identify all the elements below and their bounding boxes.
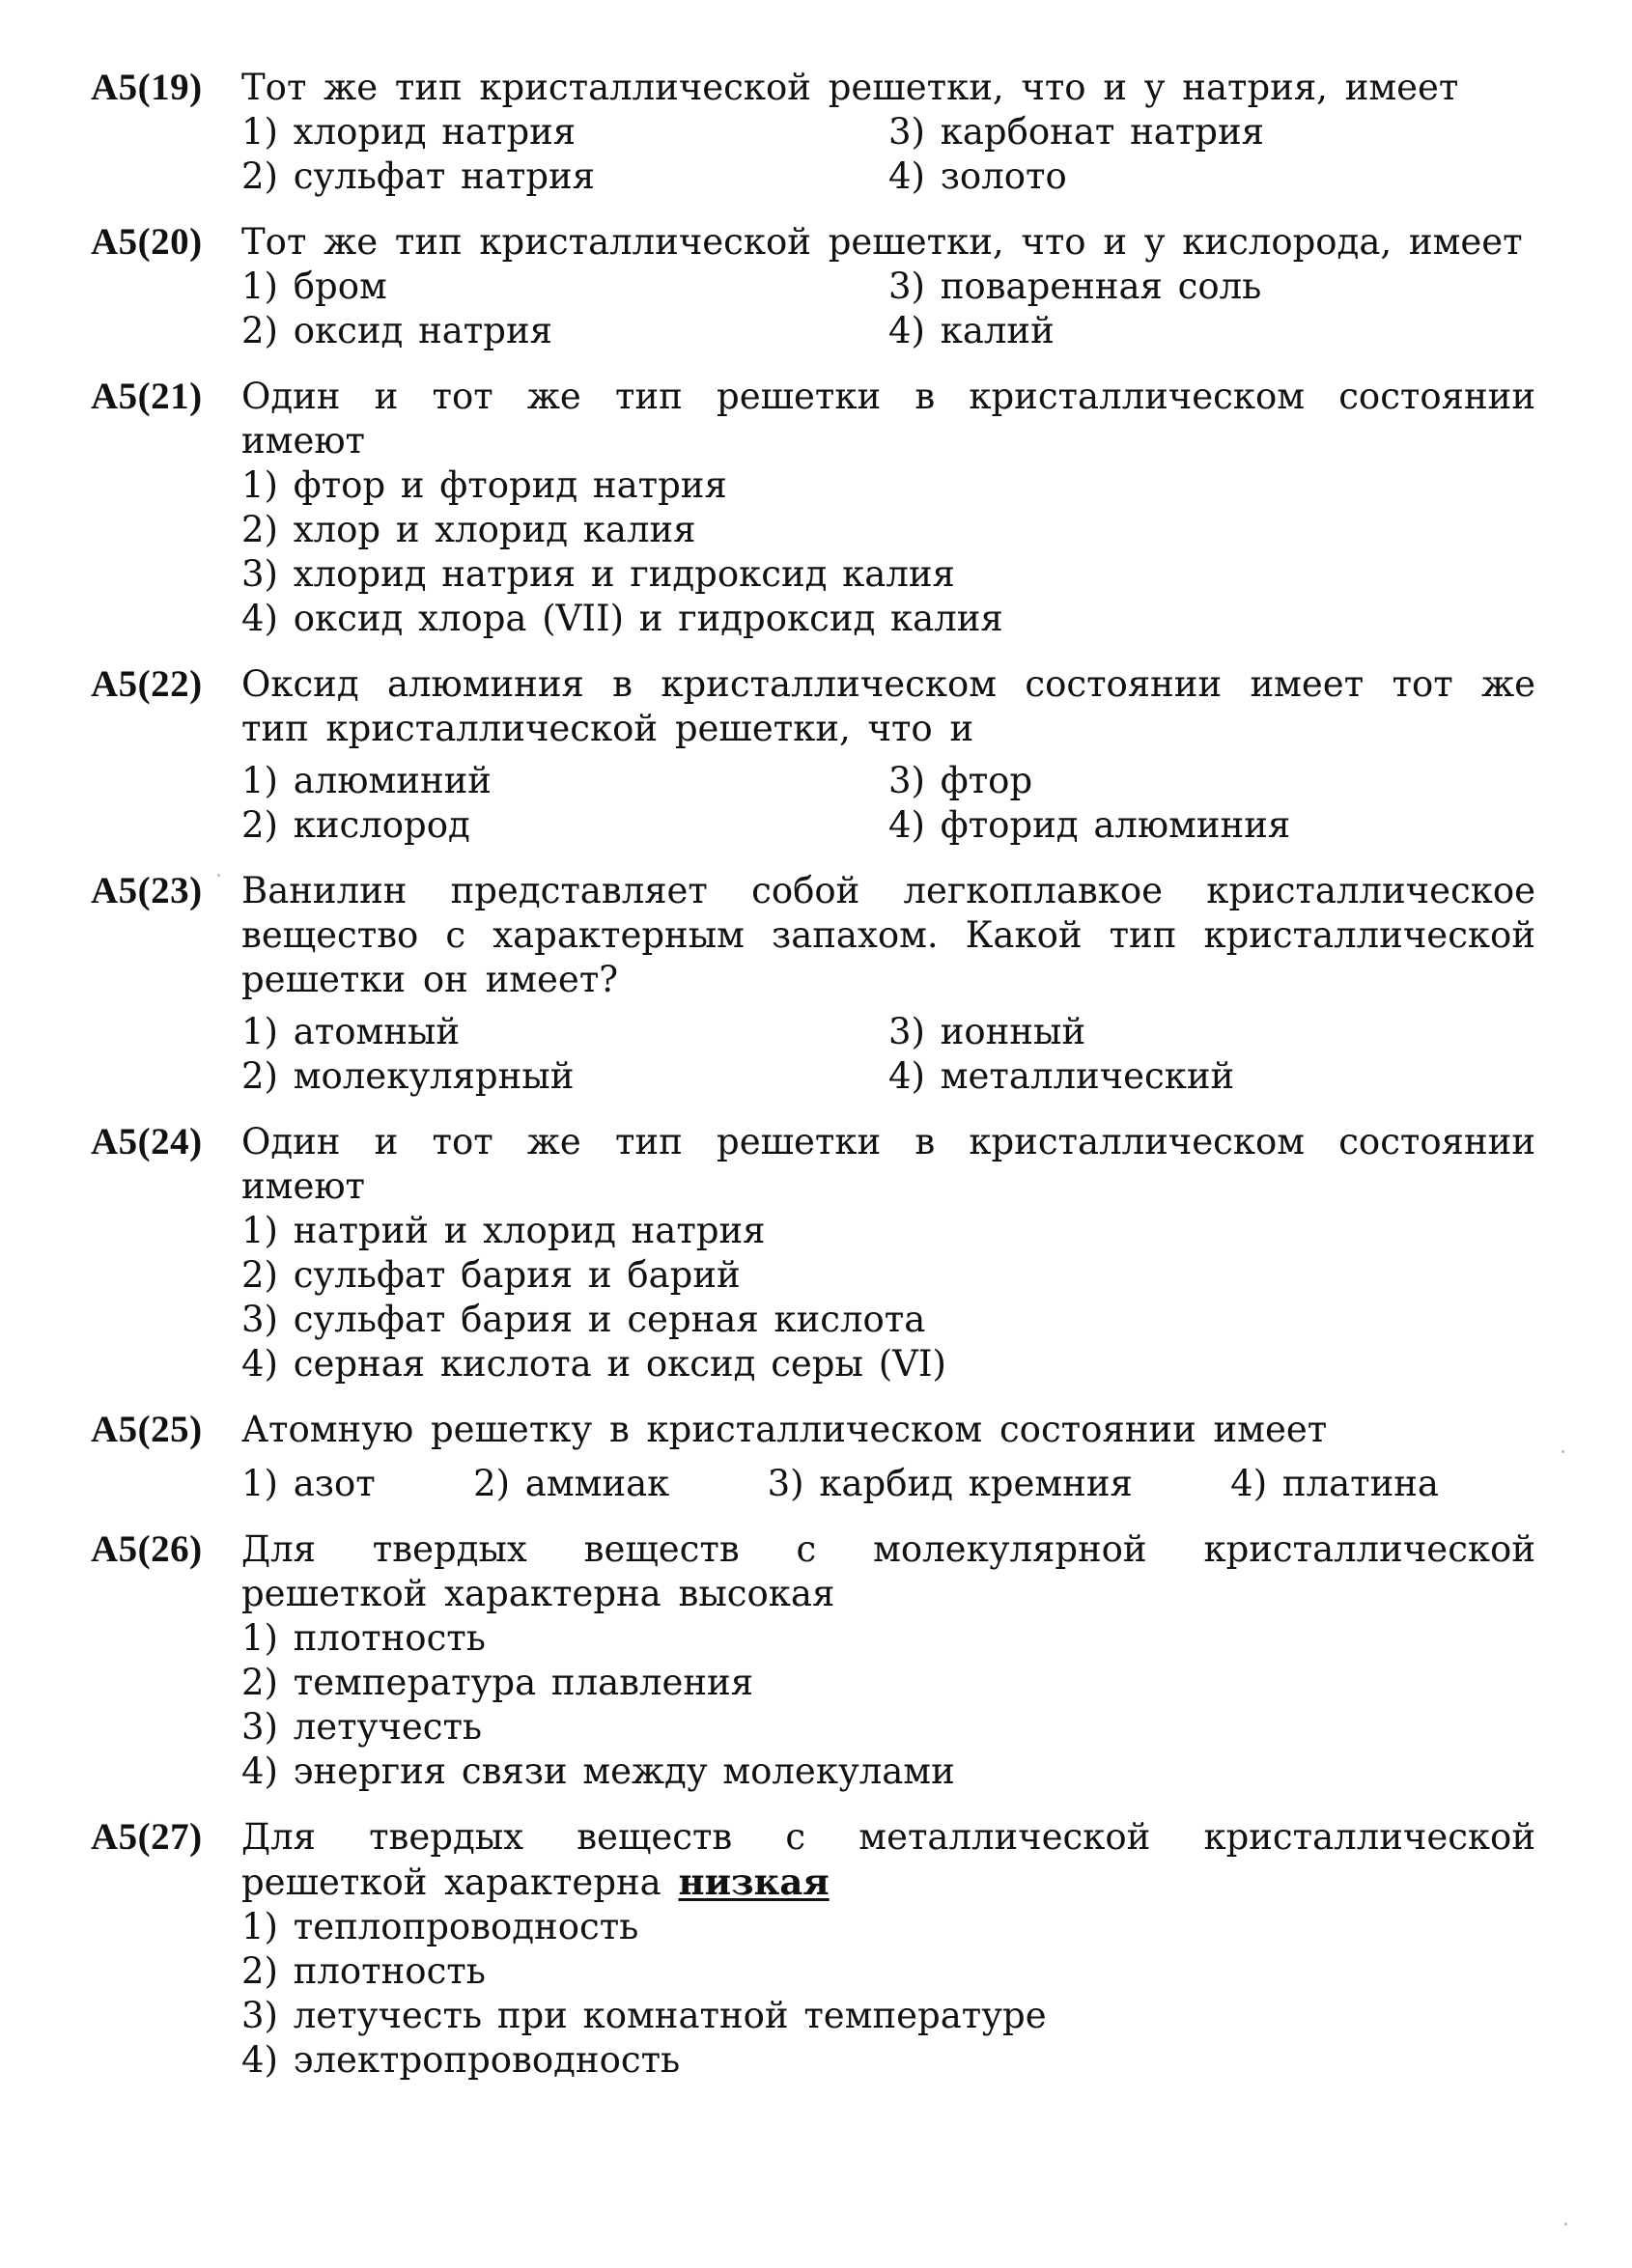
question-a5-23 bbox=[91, 869, 1535, 1099]
answer-option[interactable]: 2) плотность bbox=[241, 1950, 486, 1992]
answer-options bbox=[241, 1010, 1535, 1099]
question-text: Тот же тип кристаллической решетки, что и у натрия, имеет bbox=[241, 67, 1459, 108]
answer-options bbox=[241, 463, 1535, 641]
answer-option[interactable]: 3) хлорид натрия и гидроксид калия bbox=[241, 553, 955, 595]
question-text: Тот же тип кристаллической решетки, что и у кислорода, имеет bbox=[241, 221, 1523, 263]
question-text: Ванилин представляет собой легкоплавкое кристаллическое вещество с характерным запахом. Какой тип кристаллической решетки он имеет? bbox=[241, 870, 1535, 1000]
answer-option[interactable]: 1) атомный bbox=[241, 1011, 461, 1052]
question-body bbox=[241, 66, 1535, 199]
question-a5-27 bbox=[91, 1815, 1535, 2083]
answer-option[interactable]: 1) алюминий bbox=[241, 760, 492, 801]
question-text-main: Для твердых веществ с металлической кристаллической решеткой характерна bbox=[241, 1816, 1535, 1903]
question-text: Для твердых веществ с молекулярной кристаллической решеткой характерна высокая bbox=[241, 1528, 1535, 1614]
answer-option[interactable]: 1) бром bbox=[241, 266, 387, 307]
answer-option[interactable]: 1) натрий и хлорид натрия bbox=[241, 1210, 766, 1251]
question-a5-22 bbox=[91, 662, 1535, 848]
question-body bbox=[241, 375, 1535, 641]
answer-option[interactable]: 2) оксид натрия bbox=[241, 310, 552, 351]
answer-option[interactable]: 1) хлорид натрия bbox=[241, 111, 577, 153]
answer-options bbox=[241, 110, 1535, 199]
answer-option[interactable]: 3) карбид кремния bbox=[767, 1463, 1133, 1504]
answer-option[interactable]: 3) фтор bbox=[888, 760, 1033, 801]
answer-option[interactable]: 4) фторид алюминия bbox=[888, 804, 1291, 846]
scan-speck bbox=[1562, 1450, 1564, 1453]
question-a5-26 bbox=[91, 1527, 1535, 1794]
answer-option[interactable]: 4) электропроводность bbox=[241, 2039, 681, 2081]
question-text: Атомную решетку в кристаллическом состоянии имеет bbox=[241, 1409, 1328, 1450]
question-number: A5(22) bbox=[91, 663, 203, 705]
answer-option[interactable]: 4) оксид хлора (VII) и гидроксид калия bbox=[241, 598, 1003, 639]
question-a5-20 bbox=[91, 220, 1535, 353]
answer-option[interactable]: 1) азот bbox=[241, 1463, 376, 1504]
answer-option[interactable]: 3) ионный bbox=[888, 1011, 1086, 1052]
question-body bbox=[241, 1120, 1535, 1386]
question-body bbox=[241, 869, 1535, 1099]
answer-option[interactable]: 3) сульфат бария и серная кислота bbox=[241, 1299, 926, 1340]
answer-options bbox=[241, 1616, 1535, 1794]
answer-option[interactable]: 1) плотность bbox=[241, 1617, 486, 1659]
answer-options bbox=[241, 1905, 1535, 2083]
answer-option[interactable]: 4) металлический bbox=[888, 1055, 1235, 1097]
answer-options bbox=[241, 1462, 1535, 1506]
answer-options bbox=[241, 759, 1535, 848]
question-number: A5(25) bbox=[91, 1409, 203, 1450]
answer-option[interactable]: 2) аммиак bbox=[473, 1463, 670, 1504]
question-a5-19 bbox=[91, 66, 1535, 199]
answer-option[interactable]: 4) калий bbox=[888, 310, 1055, 351]
question-number: A5(26) bbox=[91, 1528, 203, 1570]
question-number: A5(24) bbox=[91, 1121, 203, 1162]
worksheet-page bbox=[91, 66, 1535, 2104]
answer-option[interactable]: 3) летучесть bbox=[241, 1706, 483, 1748]
answer-option[interactable]: 2) сульфат бария и барий bbox=[241, 1254, 741, 1296]
scan-speck bbox=[1564, 2223, 1567, 2226]
answer-option[interactable]: 4) золото bbox=[888, 155, 1067, 197]
question-number: A5(21) bbox=[91, 376, 203, 417]
question-a5-25 bbox=[91, 1408, 1535, 1506]
emphasized-word: низкая bbox=[678, 1861, 830, 1903]
question-text: Один и тот же тип решетки в кристаллическом состоянии имеют bbox=[241, 376, 1535, 462]
answer-option[interactable]: 2) сульфат натрия bbox=[241, 155, 596, 197]
answer-option[interactable]: 4) серная кислота и оксид серы (VI) bbox=[241, 1343, 946, 1385]
question-a5-21 bbox=[91, 375, 1535, 641]
answer-option[interactable]: 4) платина bbox=[1230, 1463, 1439, 1504]
answer-option[interactable]: 4) энергия связи между молекулами bbox=[241, 1750, 955, 1792]
answer-option[interactable]: 2) хлор и хлорид калия bbox=[241, 509, 696, 550]
question-body bbox=[241, 220, 1535, 353]
question-number: A5(20) bbox=[91, 221, 203, 263]
answer-option[interactable]: 2) температура плавления bbox=[241, 1662, 754, 1703]
question-number: A5(27) bbox=[91, 1816, 203, 1858]
question-a5-24 bbox=[91, 1120, 1535, 1386]
answer-option[interactable]: 3) летучесть при комнатной температуре bbox=[241, 1995, 1047, 2036]
answer-option[interactable]: 2) кислород bbox=[241, 804, 470, 846]
question-text bbox=[241, 1815, 1535, 1905]
answer-option[interactable]: 1) фтор и фторид натрия bbox=[241, 464, 727, 506]
question-number: A5(23) bbox=[91, 870, 203, 911]
question-body bbox=[241, 662, 1535, 848]
question-text: Оксид алюминия в кристаллическом состоянии имеет тот же тип кристаллической решетки, что и bbox=[241, 663, 1535, 749]
question-number: A5(19) bbox=[91, 67, 203, 108]
answer-option[interactable]: 3) карбонат натрия bbox=[888, 111, 1264, 153]
answer-options bbox=[241, 1209, 1535, 1386]
question-body bbox=[241, 1815, 1535, 2083]
answer-option[interactable]: 3) поваренная соль bbox=[888, 266, 1262, 307]
answer-option[interactable]: 2) молекулярный bbox=[241, 1055, 575, 1097]
question-body bbox=[241, 1408, 1535, 1506]
answer-options bbox=[241, 265, 1535, 353]
question-text: Один и тот же тип решетки в кристаллическом состоянии имеют bbox=[241, 1121, 1535, 1207]
answer-option[interactable]: 1) теплопроводность bbox=[241, 1906, 639, 1947]
scan-speck bbox=[217, 874, 220, 877]
question-body bbox=[241, 1527, 1535, 1794]
